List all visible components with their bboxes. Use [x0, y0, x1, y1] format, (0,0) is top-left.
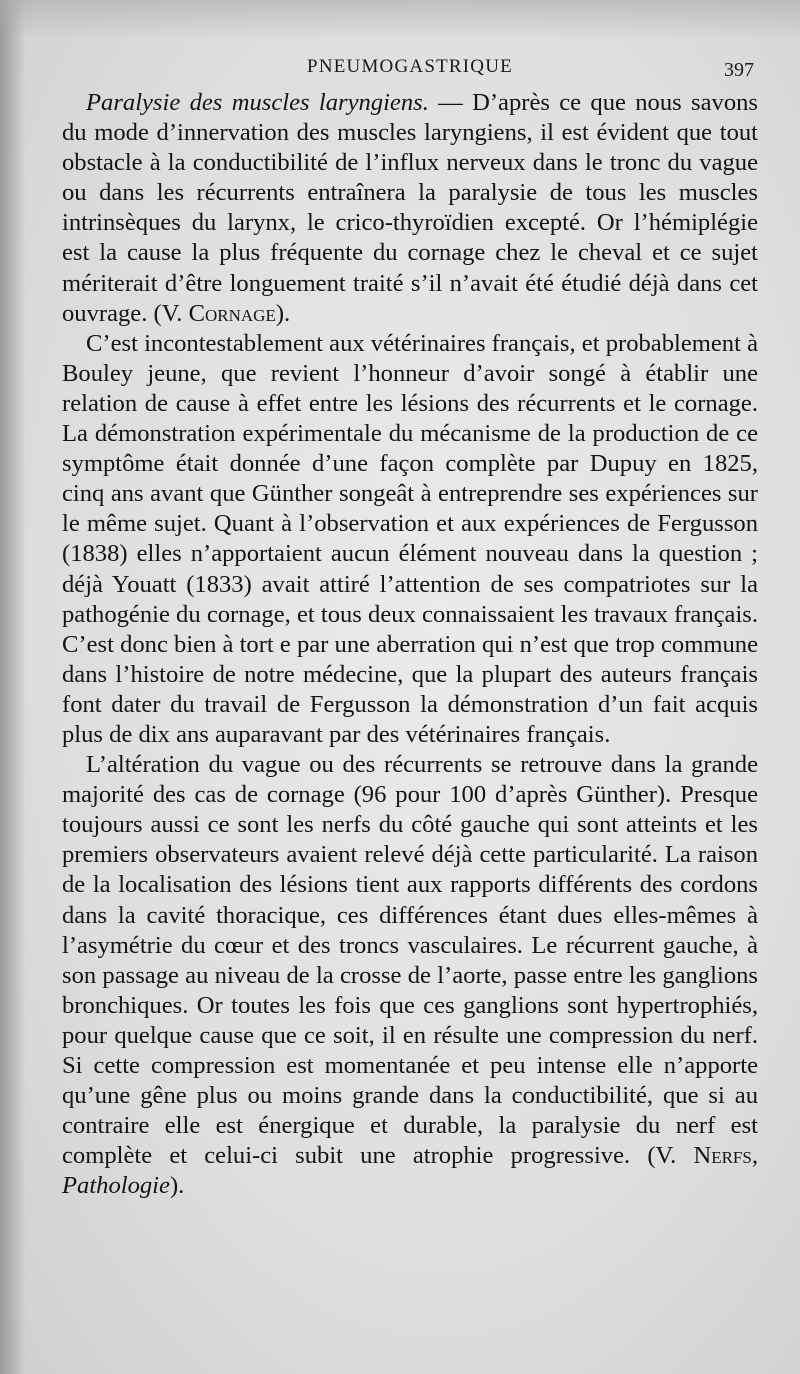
cross-reference-subtitle: Pathologie [62, 1172, 170, 1200]
paragraph-1-text: — D’après ce que nous savons du mode d’innervation des muscles laryngiens, il est évident que tout obstacle à la conductibilité de l’influx nerveux dans le tronc du vague ou dans les récurrents entraînera la paralysie de tous les muscles intrinsèques du larynx, le crico-thyroïdien excepté. Or l’hémiplégie est la cause la plus fréquente du cornage chez le cheval et ce sujet mériterait d’être longuement traité s’il n’avait été étudié déjà dans cet ouvrage. (V. [62, 89, 758, 327]
top-shadow [0, 0, 800, 40]
section-heading: Paralysie des muscles laryngiens. [86, 89, 429, 116]
running-head [64, 56, 756, 86]
page-number: 397 [724, 59, 754, 81]
cross-reference-separator: , [751, 1142, 758, 1170]
paragraph-3-text: L’altération du vague ou des récurrents se retrouve dans la grande majorité des cas de cornage (96 pour 100 d’après Günther). Presque toujours aussi ce sont les nerfs du côté gauche qui sont atteints et les premiers observateurs avaient relevé déjà cette particularité. La raison de la localisation des lésions tient aux rapports différents des cordons dans la cavité thoracique, ces différences étant dues elles-mêmes à l’asymétrie du cœur et des troncs vasculaires. Le récurrent gauche, à son passage au niveau de la crosse de l’aorte, passe entre les ganglions bronchiques. Or toutes les fois que ces ganglions sont hypertrophiés, pour quelque cause que ce soit, il en résulte une compression du nerf. Si cette compression est momentanée et peu intense elle n’apporte qu’une gêne plus ou moins grande dans la conductibilité, que si au contraire elle est énergique et durable, la paralysie du nerf est complète et celui-ci subit une atrophie progressive. (V. [62, 751, 758, 1170]
paragraph-2: C’est incontestablement aux vétérinaires français, et probablement à Bouley jeune, que revient l’honneur d’avoir songé à établir une relation de cause à effet entre les lésions des récurrents et le cornage. La démonstration expérimentale du mécanisme de la production de ce symptôme était donnée d’une façon complète par Dupuy en 1825, cinq ans avant que Günther songeât à entreprendre ses expériences sur le même sujet. Quant à l’observation et aux expériences de Fergusson (1838) elles n’apportaient aucun élément nouveau dans la question ; déjà Youatt (1833) avait attiré l’attention de ses compatriotes sur la pathogénie du cornage, et tous deux connaissaient les travaux français. C’est donc bien à tort e par une aberration qui n’est que trop commune dans l’histoire de notre médecine, que la plupart des auteurs français font dater du travail de Fergusson la démonstration d’un fait acquis plus de dix ans auparavant par des vétérinaires français. [62, 329, 758, 748]
running-title: PNEUMOGASTRIQUE [307, 56, 513, 77]
body-text [62, 88, 758, 1201]
gutter-shadow [0, 0, 26, 1374]
cross-reference: Cornage [188, 299, 276, 327]
cross-reference: Nerfs [693, 1142, 752, 1170]
paragraph-1-end: ). [275, 299, 291, 327]
paragraph-3-end: ). [169, 1172, 185, 1200]
paragraph-1 [62, 88, 758, 329]
paragraph-3 [62, 750, 758, 1201]
